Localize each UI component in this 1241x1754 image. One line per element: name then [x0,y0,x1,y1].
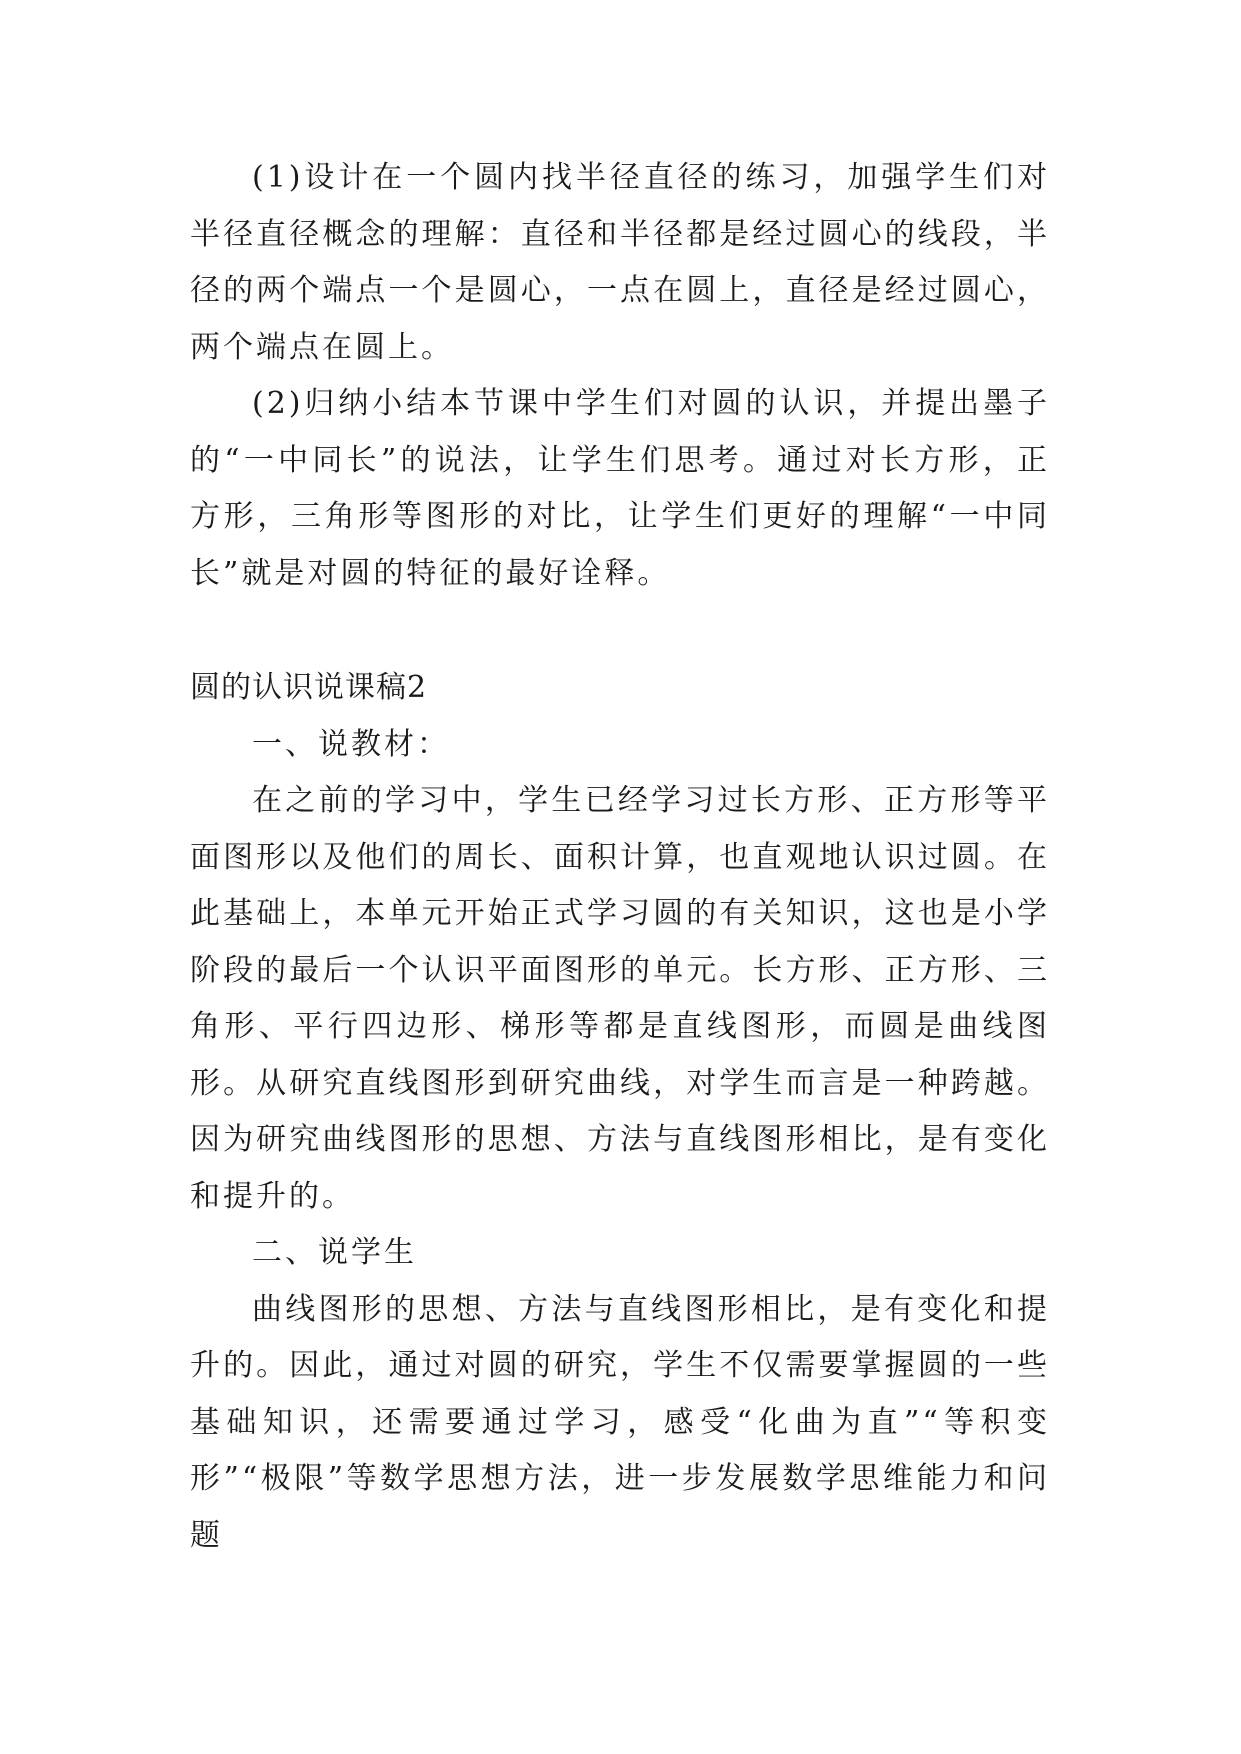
section-heading-textbook: 一、说教材： [252,726,450,762]
paragraph-summary-mozi: (2)归纳小结本节课中学生们对圆的认识，并提出墨子的“一中同长”的说法，让学生们思考。通过对长方形，正方形，三角形等图形的对比，让学生们更好的理解“一中同长”就是对圆的特征的最好诠释。 [190,386,1050,591]
document-body [190,150,1050,1564]
document-section-title: 圆的认识说课稿2 [190,670,428,705]
paragraph-textbook: 在之前的学习中，学生已经学习过长方形、正方形等平面图形以及他们的周长、面积计算，也直观地认识过圆。在此基础上，本单元开始正式学习圆的有关知识，这也是小学阶段的最后一个认识平面图形的单元。长方形、正方形、三角形、平行四边形、梯形等都是直线图形，而圆是曲线图形。从研究直线图形到研究曲线，对学生而言是一种跨越。因为研究曲线图形的思想、方法与直线图形相比，是有变化和提升的。 [190,783,1050,1214]
section-spacer [190,602,1050,660]
paragraph-practice-radius-diameter: (1)设计在一个圆内找半径直径的练习，加强学生们对半径直径概念的理解：直径和半径都是经过圆心的线段，半径的两个端点一个是圆心，一点在圆上，直径是经过圆心，两个端点在圆上。 [190,160,1050,365]
section-heading-students: 二、说学生 [252,1235,417,1270]
paragraph-students: 曲线图形的思想、方法与直线图形相比，是有变化和提升的。因此，通过对圆的研究，学生不仅需要掌握圆的一些基础知识，还需要通过学习，感受“化曲为直”“等积变形”“极限”等数学思想方法，进一步发展数学思维能力和问题 [190,1291,1050,1553]
